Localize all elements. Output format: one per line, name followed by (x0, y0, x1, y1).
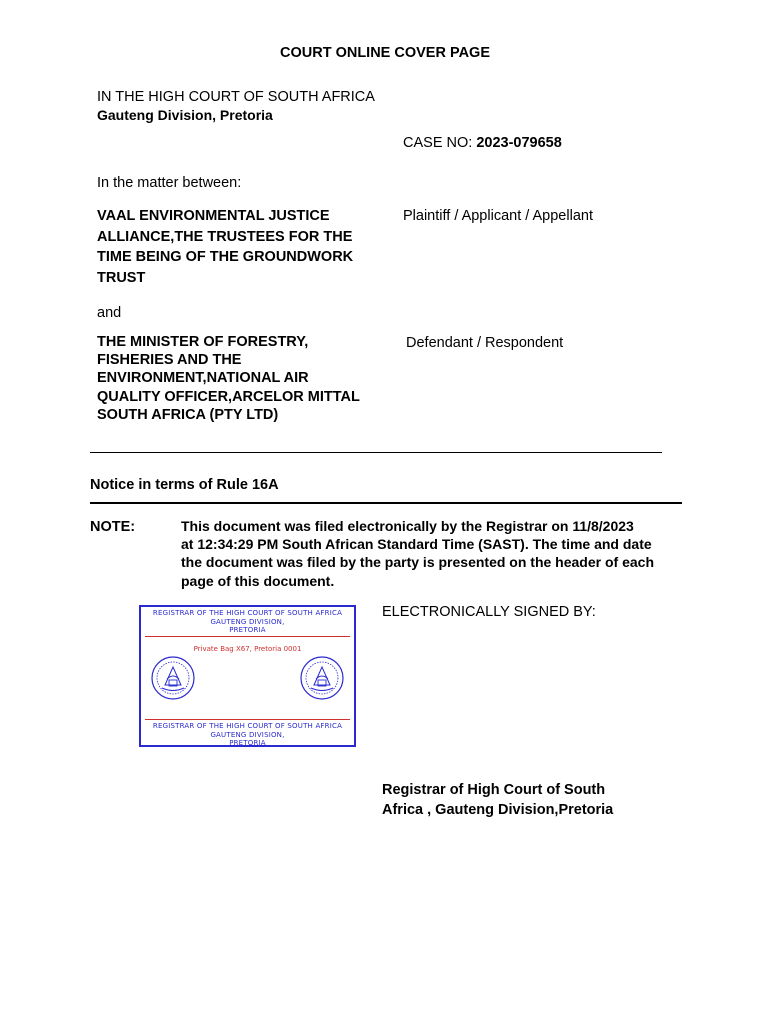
defendant-line: THE MINISTER OF FORESTRY, (97, 334, 309, 350)
court-division: Gauteng Division, Pretoria (97, 107, 273, 123)
defendant-line: SOUTH AFRICA (PTY LTD) (97, 406, 279, 423)
plaintiff-line: ALLIANCE,THE TRUSTEES FOR THE (97, 228, 353, 245)
defendant-name (97, 333, 360, 424)
defendant-role: Defendant / Respondent (406, 335, 564, 351)
plaintiff-name (97, 206, 353, 288)
defendant-line: FISHERIES AND THE (97, 352, 242, 369)
note-line: This document was filed electronically by the Registrar on 11/8/2023 (181, 518, 634, 534)
registrar-stamp (139, 605, 356, 747)
matter-intro: In the matter between: (97, 175, 242, 191)
plaintiff-role: Plaintiff / Applicant / Appellant (403, 208, 593, 224)
note-line: the document was filed by the party is presented on the header of each (181, 554, 654, 571)
plaintiff-line: TRUST (97, 269, 146, 286)
case-number (403, 133, 562, 154)
coat-of-arms-seal-icon (299, 655, 345, 701)
stamp-divider (145, 719, 350, 720)
signature-label: ELECTRONICALLY SIGNED BY: (382, 604, 596, 620)
note-line: page of this document. (181, 572, 335, 589)
coat-of-arms-seal-icon (150, 655, 196, 701)
stamp-text: PRETORIA (229, 739, 266, 747)
case-number-value: 2023-079658 (476, 135, 562, 151)
stamp-text: REGISTRAR OF THE HIGH COURT OF SOUTH AFRICA (152, 609, 343, 617)
stamp-divider (145, 636, 350, 637)
defendant-line: QUALITY OFFICER,ARCELOR MITTAL (97, 388, 360, 405)
page-title: COURT ONLINE COVER PAGE (280, 45, 490, 61)
stamp-address: Private Bag X67, Pretoria 0001 (193, 645, 302, 653)
stamp-text: GAUTENG DIVISION, (210, 730, 285, 739)
signer-line: Registrar of High Court of South (382, 782, 606, 798)
note-text (181, 517, 654, 590)
divider (90, 452, 662, 453)
divider (90, 502, 682, 504)
note-label: NOTE: (90, 519, 136, 535)
stamp-footer (145, 722, 350, 748)
conjunction-and: and (97, 305, 122, 321)
plaintiff-line: VAAL ENVIRONMENTAL JUSTICE (97, 208, 330, 224)
defendant-line: ENVIRONMENT,NATIONAL AIR (97, 370, 309, 387)
plaintiff-line: TIME BEING OF THE GROUNDWORK (97, 249, 354, 265)
stamp-header (145, 609, 350, 635)
stamp-text: PRETORIA (229, 626, 266, 634)
case-number-label: CASE NO: (403, 135, 473, 151)
court-name: IN THE HIGH COURT OF SOUTH AFRICA (97, 89, 375, 105)
signer-name (382, 780, 613, 820)
notice-heading: Notice in terms of Rule 16A (90, 477, 279, 493)
stamp-text: REGISTRAR OF THE HIGH COURT OF SOUTH AFRICA (152, 722, 343, 730)
signer-line: Africa , Gauteng Division,Pretoria (382, 802, 614, 818)
note-line: at 12:34:29 PM South African Standard Time (SAST). The time and date (181, 536, 652, 553)
stamp-text: GAUTENG DIVISION, (210, 617, 285, 626)
